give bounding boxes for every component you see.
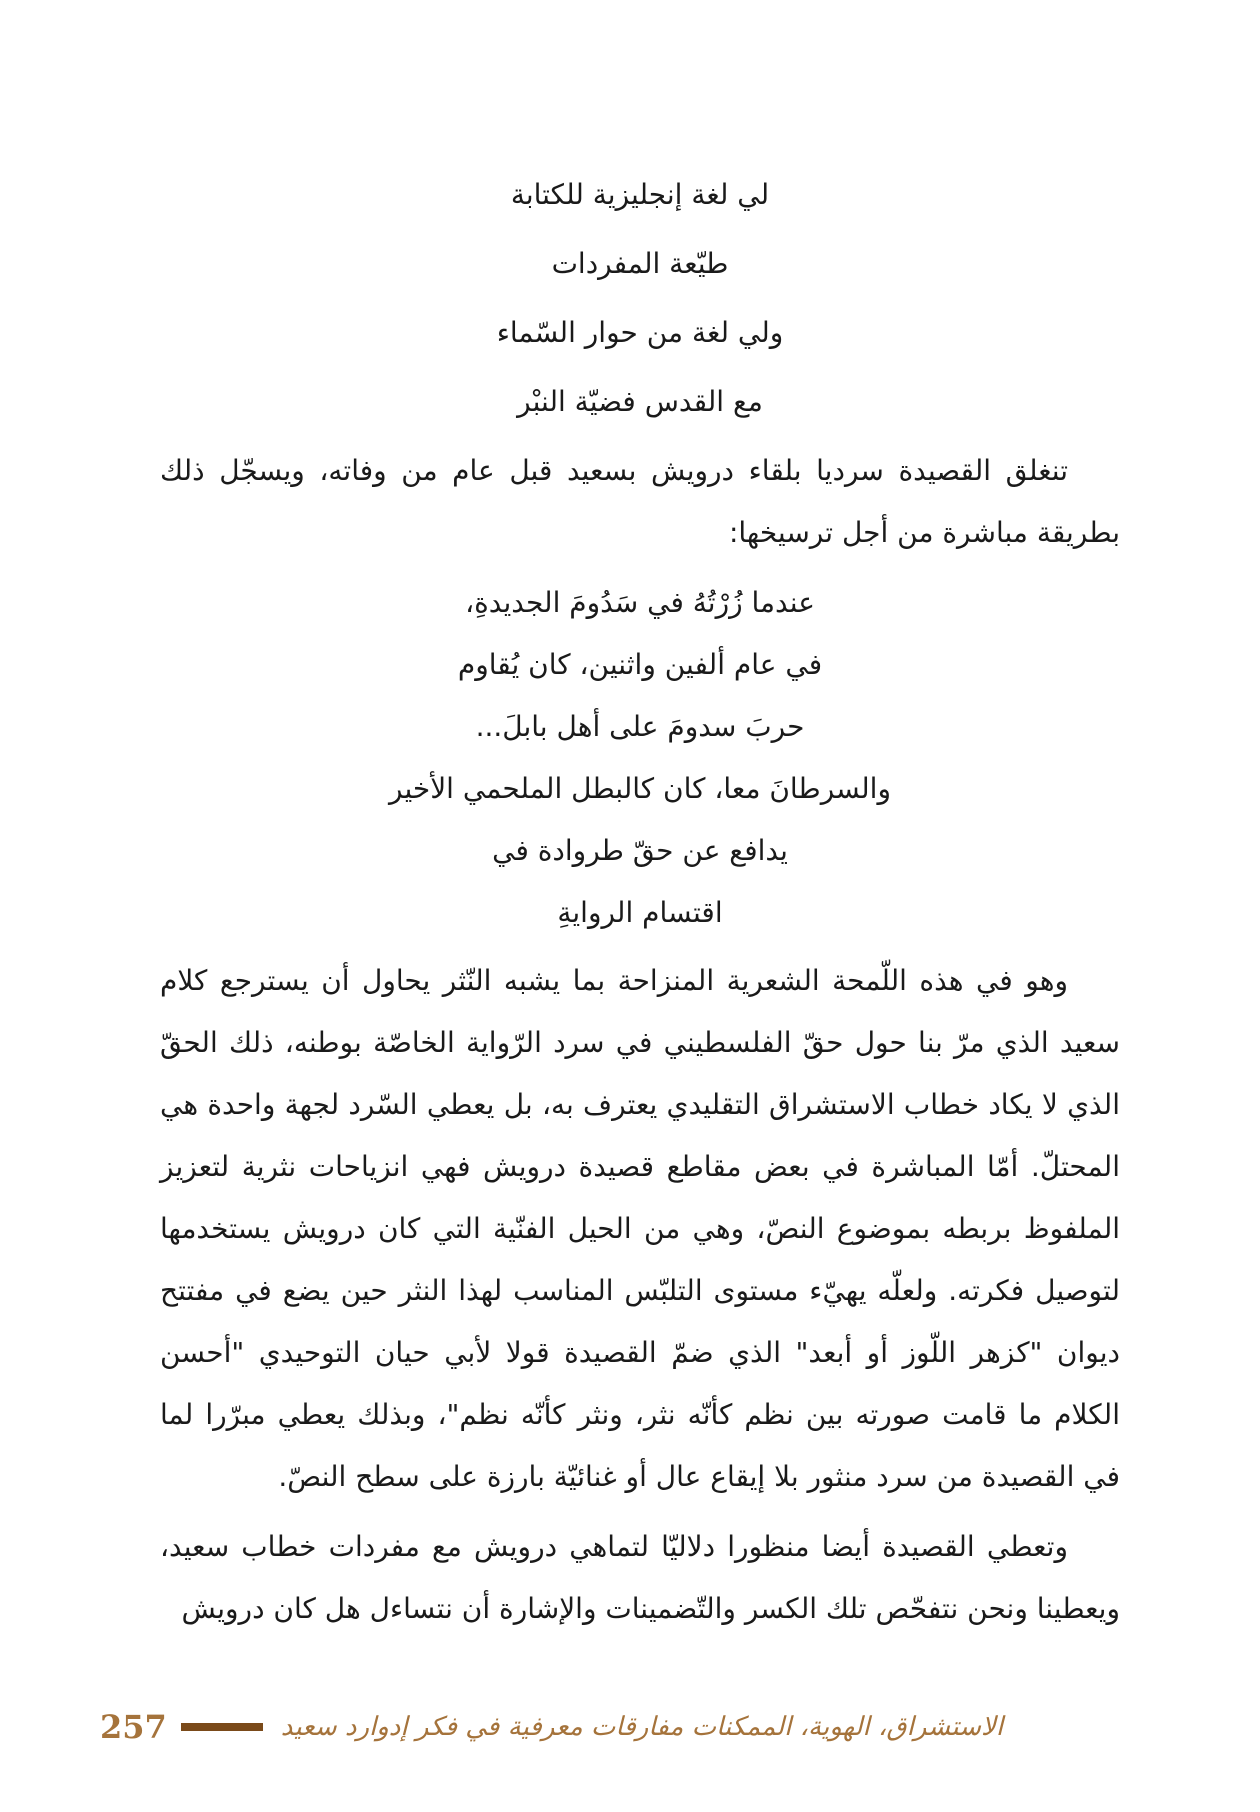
poem-line: ولي لغة من حوار السّماء: [496, 316, 784, 349]
poem-line: والسرطانَ معا، كان كالبطل الملحمي الأخير: [389, 772, 891, 805]
poem-line: لي لغة إنجليزية للكتابة: [510, 178, 770, 211]
text-column: [160, 160, 1120, 1640]
poem-stanza-1: [160, 160, 1120, 436]
footer-divider-bar: [181, 1723, 263, 1731]
poem-line: مع القدس فضيّة النبْر: [517, 385, 763, 418]
poem-line: عندما زُرْتُهُ في سَدُومَ الجديدةِ،: [465, 586, 815, 619]
poem-line: حربَ سدومَ على أهل بابلَ...: [475, 710, 805, 743]
body-paragraph-2: وهو في هذه اللّمحة الشعرية المنزاحة بما يشبه النّثر يحاول أن يسترجع كلام سعيد الذي مرّ بنا حول حقّ الفلسطيني في سرد الرّواية الخاصّة بوطنه، ذلك الحقّ الذي لا يكاد خطاب الاستشراق التقليدي يعترف به، بل يعطي السّرد لجهة واحدة هي المحتلّ. أمّا المباشرة في بعض مقاطع قصيدة درويش فهي انزياحات نثرية لتعزيز الملفوظ بربطه بموضوع النصّ، وهي من الحيل الفنّية التي كان درويش يستخدمها لتوصيل فكرته. ولعلّه يهيّء مستوى التلبّس المناسب لهذا النثر حين يضع في مفتتح ديوان "كزهر اللّوز أو أبعد" الذي ضمّ القصيدة قولا لأبي حيان التوحيدي "أحسن الكلام ما قامت صورته بين نظم كأنّه نثر، ونثر كأنّه نظم"، وبذلك يعطي مبرّرا لما في القصيدة من سرد منثور بلا إيقاع عال أو غنائيّة بارزة على سطح النصّ.: [160, 964, 1120, 1493]
body-paragraph-1: تنغلق القصيدة سرديا بلقاء درويش بسعيد قبل عام من وفاته، ويسجّل ذلك بطريقة مباشرة من أجل ترسيخها:: [160, 454, 1120, 549]
poem-line: في عام ألفين واثنين، كان يُقاوم: [457, 648, 823, 681]
poem-stanza-2: [160, 572, 1120, 944]
page-footer: [100, 1705, 1100, 1749]
poem-line: يدافع عن حقّ طروادة في: [492, 834, 788, 867]
body-paragraph-3: وتعطي القصيدة أيضا منظورا دلاليّا لتماهي درويش مع مفردات خطاب سعيد، ويعطينا ونحن نتفحّص تلك الكسر والتّضمينات والإشارة أن نتساءل هل كان درويش: [160, 1530, 1120, 1625]
poem-line: اقتسام الروايةِ: [557, 896, 723, 929]
page-number: 257: [100, 1708, 167, 1746]
poem-line: طيّعة المفردات: [551, 247, 729, 280]
running-title: الاستشراق، الهوية، الممكنات مفارقات معرفية في فكر إدوارد سعيد: [280, 1712, 1004, 1742]
